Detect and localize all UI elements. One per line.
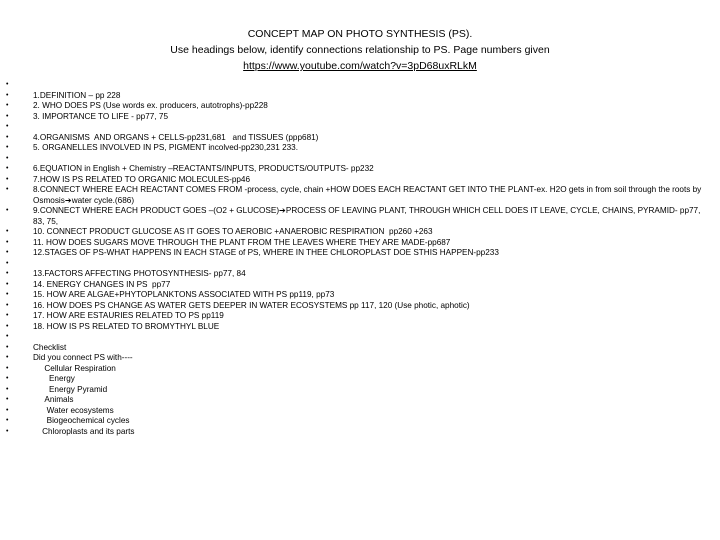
list-item bbox=[0, 101, 720, 112]
list-item bbox=[0, 164, 720, 175]
list-item bbox=[0, 385, 720, 396]
list-item bbox=[0, 311, 720, 322]
list-item-text: Water ecosystems bbox=[33, 405, 114, 415]
list-item-text: 5. ORGANELLES INVOLVED IN PS, PIGMENT incolved-pp230,231 233. bbox=[33, 143, 299, 152]
list-item bbox=[0, 122, 720, 133]
list-item-text: 6.EQUATION in English + Chemistry –REACTANTS/INPUTS, PRODUCTS/OUTPUTS- pp232 bbox=[33, 164, 374, 173]
bullet-icon: • bbox=[6, 175, 9, 183]
list-item-text: 15. HOW ARE ALGAE+PHYTOPLANKTONS ASSOCIATED WITH PS pp119, pp73 bbox=[33, 290, 335, 299]
list-item-text: Did you connect PS with---- bbox=[33, 353, 133, 362]
list-item bbox=[0, 133, 720, 144]
list-item-text: 4.ORGANISMS AND ORGANS + CELLS-pp231,681 and TISSUES (ppp681) bbox=[33, 132, 319, 142]
bullet-icon: • bbox=[6, 123, 9, 130]
list-item bbox=[0, 248, 720, 259]
bullet-icon: • bbox=[6, 333, 9, 340]
bullet-icon: • bbox=[6, 249, 9, 256]
list-item-text: 9.CONNECT WHERE EACH PRODUCT GOES –(O2 + GLUCOSE)➔PROCESS OF LEAVING PLANT, THROUGH WHICH CELL DOES IT LEAVE, CYCLE, CHAINS, PYRAMID- pp77, 83, 75, bbox=[33, 206, 703, 226]
list-item bbox=[0, 80, 720, 91]
list-item bbox=[0, 259, 720, 270]
bullet-icon: • bbox=[6, 186, 9, 193]
list-item bbox=[0, 374, 720, 385]
bullet-icon: • bbox=[6, 165, 9, 172]
bullet-icon: • bbox=[6, 354, 9, 361]
page-title: CONCEPT MAP ON PHOTO SYNTHESIS (PS). bbox=[247, 28, 473, 40]
list-item-text: 14. ENERGY CHANGES IN PS pp77 bbox=[33, 279, 171, 289]
list-item-text: 7.HOW IS PS RELATED TO ORGANIC MOLECULES-pp46 bbox=[33, 174, 251, 184]
bullet-icon: • bbox=[6, 322, 9, 330]
list-item-text: 3. IMPORTANCE TO LIFE - pp77, 75 bbox=[33, 111, 168, 121]
list-item-text: 17. HOW ARE ESTAURIES RELATED TO PS pp119 bbox=[33, 311, 224, 320]
page-subtitle: Use headings below, identify connections relationship to PS. Page numbers given bbox=[170, 44, 550, 56]
list-item bbox=[0, 343, 720, 354]
bullet-icon: • bbox=[6, 343, 9, 351]
list-item-text: 1.DEFINITION – pp 228 bbox=[33, 90, 121, 100]
list-item bbox=[0, 269, 720, 280]
list-item-text: Cellular Respiration bbox=[33, 363, 116, 373]
bullet-icon: • bbox=[6, 301, 9, 309]
list-item-text: 11. HOW DOES SUGARS MOVE THROUGH THE PLANT FROM THE LEAVES WHERE THEY ARE MADE-pp687 bbox=[33, 237, 451, 247]
list-item bbox=[0, 364, 720, 375]
bullet-icon: • bbox=[6, 112, 9, 120]
list-item-text: Biogeochemical cycles bbox=[33, 416, 130, 425]
list-item-text: 16. HOW DOES PS CHANGE AS WATER GETS DEEPER IN WATER ECOSYSTEMS pp 117, 120 (Use photic, aphotic) bbox=[33, 300, 470, 310]
bullet-icon: • bbox=[6, 417, 9, 424]
list-item-text: 18. HOW IS PS RELATED TO BROMYTHYL BLUE bbox=[33, 321, 220, 331]
list-item-text: 8.CONNECT WHERE EACH REACTANT COMES FROM -process, cycle, chain +HOW DOES EACH REACTANT GET INTO THE PLANT-ex. H2O gets in from soil through the roots by Osmosis➔water cycle.(686) bbox=[33, 185, 704, 205]
list-item bbox=[0, 91, 720, 102]
list-item-text: Chloroplasts and its parts bbox=[33, 426, 135, 436]
bullet-icon: • bbox=[6, 406, 9, 414]
bullet-icon: • bbox=[6, 270, 9, 277]
list-item bbox=[0, 332, 720, 343]
list-item bbox=[0, 238, 720, 249]
list-item bbox=[0, 353, 720, 364]
bullet-icon: • bbox=[6, 259, 9, 267]
list-item-text: Animals bbox=[33, 395, 74, 404]
bullet-icon: • bbox=[6, 207, 9, 214]
list-item-text: Energy Pyramid bbox=[33, 384, 108, 394]
list-item-text: 2. WHO DOES PS (Use words ex. producers, autotrophs)-pp228 bbox=[33, 101, 268, 110]
bullet-icon: • bbox=[6, 102, 9, 109]
list-item bbox=[0, 416, 720, 427]
list-item bbox=[0, 175, 720, 186]
bullet-icon: • bbox=[6, 385, 9, 393]
bullet-list bbox=[0, 80, 720, 437]
list-item-text: 10. CONNECT PRODUCT GLUCOSE AS IT GOES TO AEROBIC +ANAEROBIC RESPIRATION pp260 +263 bbox=[33, 227, 433, 236]
list-item bbox=[0, 301, 720, 312]
document-header bbox=[0, 26, 720, 74]
list-item bbox=[0, 227, 720, 238]
bullet-icon: • bbox=[6, 280, 9, 288]
bullet-icon: • bbox=[6, 364, 9, 372]
list-item bbox=[0, 112, 720, 123]
list-item bbox=[0, 322, 720, 333]
bullet-icon: • bbox=[6, 312, 9, 319]
bullet-icon: • bbox=[6, 154, 9, 162]
video-link-line bbox=[0, 58, 720, 74]
list-item bbox=[0, 280, 720, 291]
bullet-icon: • bbox=[6, 238, 9, 246]
video-link[interactable]: https://www.youtube.com/watch?v=3pD68uxRLkM bbox=[243, 60, 477, 72]
bullet-icon: • bbox=[6, 291, 9, 298]
list-item-text: 12.STAGES OF PS-WHAT HAPPENS IN EACH STAGE of PS, WHERE IN THEE CHLOROPLAST DOE STHIS HAPPEN-pp233 bbox=[33, 248, 499, 257]
bullet-icon: • bbox=[6, 81, 9, 88]
list-item bbox=[0, 395, 720, 406]
list-item bbox=[0, 206, 720, 227]
list-item bbox=[0, 406, 720, 417]
list-item bbox=[0, 290, 720, 301]
list-item bbox=[0, 143, 720, 154]
bullet-icon: • bbox=[6, 133, 9, 141]
bullet-icon: • bbox=[6, 228, 9, 235]
list-item-text: 13.FACTORS AFFECTING PHOTOSYNTHESIS- pp77, 84 bbox=[33, 269, 246, 278]
bullet-icon: • bbox=[6, 427, 9, 435]
bullet-icon: • bbox=[6, 396, 9, 403]
list-item bbox=[0, 427, 720, 438]
bullet-icon: • bbox=[6, 91, 9, 99]
list-item bbox=[0, 185, 720, 206]
list-item-text: Energy bbox=[33, 374, 75, 383]
list-item-text: Checklist bbox=[33, 342, 67, 352]
bullet-icon: • bbox=[6, 144, 9, 151]
bullet-icon: • bbox=[6, 375, 9, 382]
list-item bbox=[0, 154, 720, 165]
